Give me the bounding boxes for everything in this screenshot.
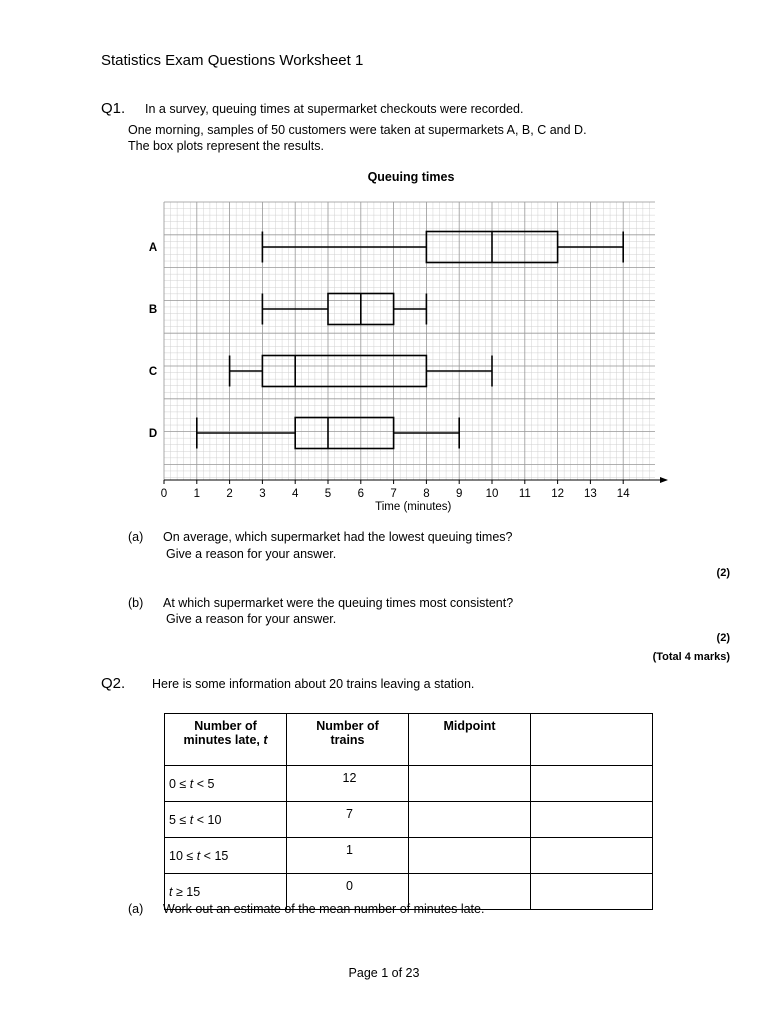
box-label-b: B <box>148 304 158 316</box>
q1-part-b-line-2: Give a reason for your answer. <box>166 612 337 626</box>
box-label-d: D <box>148 428 158 440</box>
midpoint-answer-cell[interactable] <box>409 838 531 874</box>
trains-count-cell: 7 <box>287 802 409 838</box>
worksheet-title: Statistics Exam Questions Worksheet 1 <box>101 52 364 69</box>
trains-count-cell: 1 <box>287 838 409 874</box>
q1-part-b-line-1: At which supermarket were the queuing times most consistent? <box>163 596 514 610</box>
x-tick-label: 1 <box>193 488 201 500</box>
x-tick-label: 0 <box>160 488 168 500</box>
x-tick-label: 3 <box>259 488 266 500</box>
q2-part-a-label: (a) <box>128 902 144 916</box>
q1-part-a-marks: (2) <box>716 567 730 579</box>
question-1-number: Q1. <box>101 100 126 117</box>
midpoint-answer-cell[interactable] <box>409 802 531 838</box>
q1-part-b-label: (b) <box>128 596 144 610</box>
q1-part-a-line-2: Give a reason for your answer. <box>166 547 337 561</box>
header-blank <box>531 714 653 766</box>
x-tick-label: 7 <box>390 488 397 500</box>
trains-table <box>164 713 653 910</box>
x-tick-label: 4 <box>291 488 299 500</box>
working-answer-cell[interactable] <box>531 838 653 874</box>
table-row <box>165 766 653 802</box>
x-tick-label: 2 <box>226 488 233 500</box>
x-tick-label: 12 <box>551 488 564 500</box>
interval-cell: t ≥ 15 <box>165 874 287 910</box>
x-tick-label: 6 <box>357 488 365 500</box>
x-tick-label: 9 <box>455 488 463 500</box>
table-header-row <box>165 714 653 766</box>
q1-part-a-label: (a) <box>128 530 144 544</box>
interval-cell: 0 ≤ t < 5 <box>165 766 287 802</box>
header-midpoint: Midpoint <box>409 714 531 766</box>
header-number-of-trains: Number of trains <box>287 714 409 766</box>
midpoint-answer-cell[interactable] <box>409 766 531 802</box>
x-axis-label: Time (minutes) <box>375 501 452 513</box>
question-2-number: Q2. <box>101 675 126 692</box>
table-row <box>165 802 653 838</box>
box-label-a: A <box>148 242 158 254</box>
box-iqr <box>295 418 393 449</box>
page-footer: Page 1 of 23 <box>348 966 420 980</box>
working-answer-cell[interactable] <box>531 802 653 838</box>
x-tick-label: 14 <box>616 488 630 500</box>
working-answer-cell[interactable] <box>531 874 653 910</box>
interval-cell: 5 ≤ t < 10 <box>165 802 287 838</box>
q2-part-a-line-1: Work out an estimate of the mean number of minutes late. <box>163 902 485 916</box>
q1-part-a-line-1: On average, which supermarket had the lowest queuing times? <box>163 530 513 544</box>
working-answer-cell[interactable] <box>531 766 653 802</box>
box-iqr <box>262 356 426 387</box>
x-tick-label: 10 <box>485 488 499 500</box>
trains-count-cell: 12 <box>287 766 409 802</box>
x-tick-label: 11 <box>518 488 531 500</box>
x-axis-arrow <box>660 477 668 483</box>
q1-intro-line-2: One morning, samples of 50 customers were taken at supermarkets A, B, C and D. <box>128 123 587 137</box>
table-row <box>165 838 653 874</box>
q1-part-b-marks: (2) <box>716 632 730 644</box>
x-tick-label: 13 <box>584 488 597 500</box>
header-minutes-late: Number of minutes late, t <box>165 714 287 766</box>
q1-intro-line-1: In a survey, queuing times at supermarket checkouts were recorded. <box>145 102 524 116</box>
q1-intro-line-3: The box plots represent the results. <box>128 139 324 153</box>
box-label-c: C <box>148 366 158 378</box>
x-tick-label: 8 <box>423 488 430 500</box>
trains-count-cell: 0 <box>287 874 409 910</box>
box-plot-chart <box>130 190 690 520</box>
q1-total-marks: (Total 4 marks) <box>652 651 730 663</box>
x-tick-label: 5 <box>324 488 332 500</box>
interval-cell: 10 ≤ t < 15 <box>165 838 287 874</box>
q2-intro: Here is some information about 20 trains leaving a station. <box>152 677 475 691</box>
chart-title: Queuing times <box>367 170 455 184</box>
